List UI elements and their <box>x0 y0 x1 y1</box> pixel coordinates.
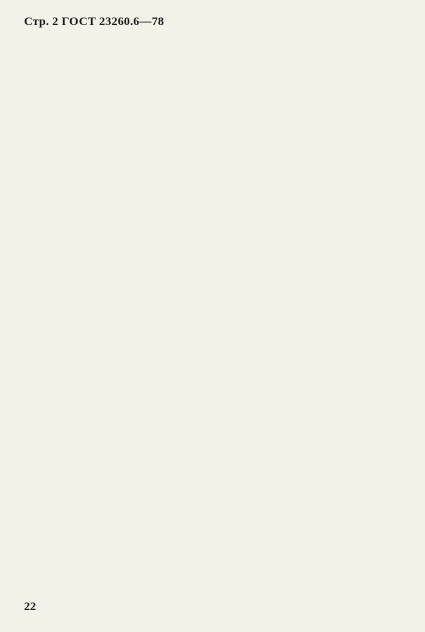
page-header: Стр. 2 ГОСТ 23260.6—78 <box>24 14 165 28</box>
page-number: 22 <box>24 599 36 613</box>
